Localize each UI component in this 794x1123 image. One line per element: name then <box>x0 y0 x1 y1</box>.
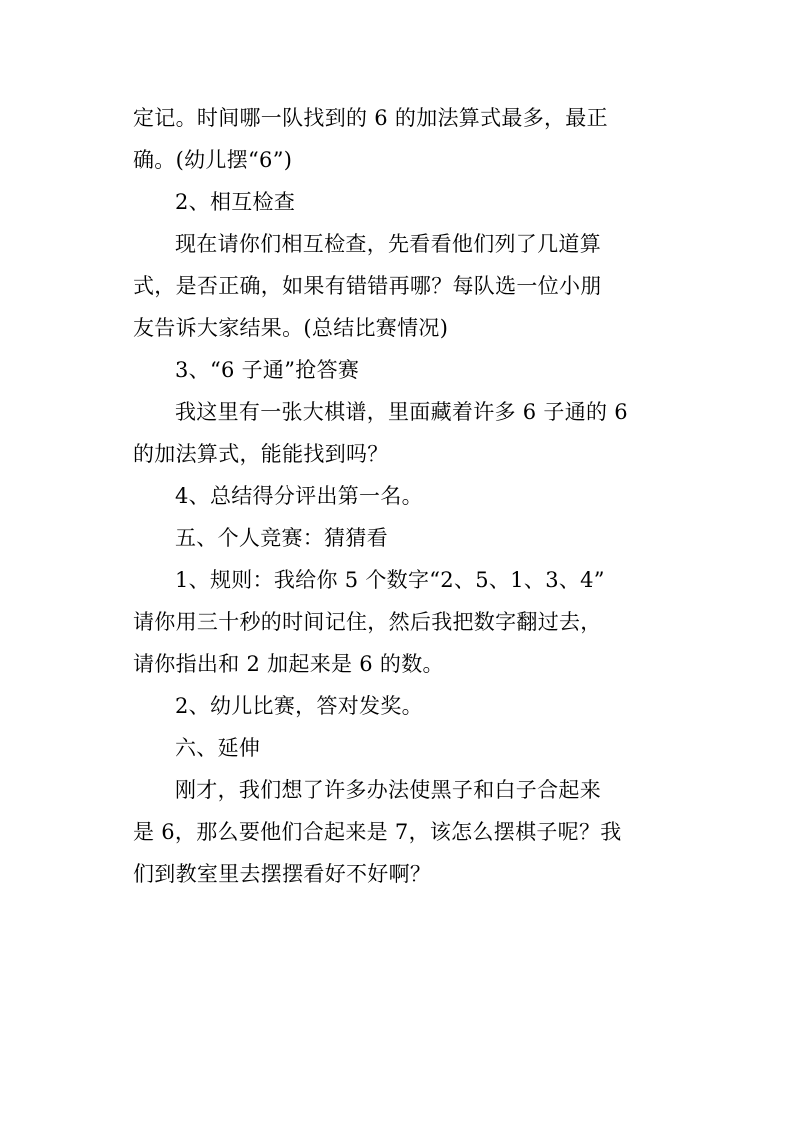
paragraph-line: 现在请你们相互检查，先看看他们列了几道算 <box>175 232 601 256</box>
document-body <box>133 97 661 895</box>
section-heading: 3、“6 子通”抢答赛 <box>175 358 360 382</box>
paragraph-line: 们到教室里去摆摆看好不好啊？ <box>133 862 432 886</box>
section-heading: 2、相互检查 <box>175 190 296 214</box>
paragraph-line: 友告诉大家结果。(总结比赛情况) <box>133 316 449 340</box>
paragraph-line: 我这里有一张大棋谱，里面藏着许多 6 子通的 6 <box>175 400 628 424</box>
paragraph-line: 的加法算式，能能找到吗？ <box>133 442 389 466</box>
section-heading: 4、总结得分评出第一名。 <box>175 484 423 508</box>
paragraph-line: 1、规则：我给你 5 个数字“2、5、1、3、4” <box>175 568 605 592</box>
paragraph-line: 定记。时间哪一队找到的 6 的加法算式最多，最正 <box>133 106 608 130</box>
section-heading: 六、延伸 <box>175 736 261 760</box>
paragraph-line: 刚才，我们想了许多办法使黑子和白子合起来 <box>175 778 601 802</box>
paragraph-line: 是 6，那么要他们合起来是 7，该怎么摆棋子呢？我 <box>133 820 622 844</box>
paragraph-line: 确。(幼儿摆“6”) <box>133 148 293 172</box>
paragraph-line: 请你指出和 2 加起来是 6 的数。 <box>133 652 444 676</box>
section-heading: 2、幼儿比赛，答对发奖。 <box>175 694 423 718</box>
paragraph-line: 式，是否正确，如果有错错再哪？每队选一位小朋 <box>133 274 602 298</box>
paragraph-line: 请你用三十秒的时间记住，然后我把数字翻过去， <box>133 610 602 634</box>
section-heading: 五、个人竞赛：猜猜看 <box>175 526 388 550</box>
